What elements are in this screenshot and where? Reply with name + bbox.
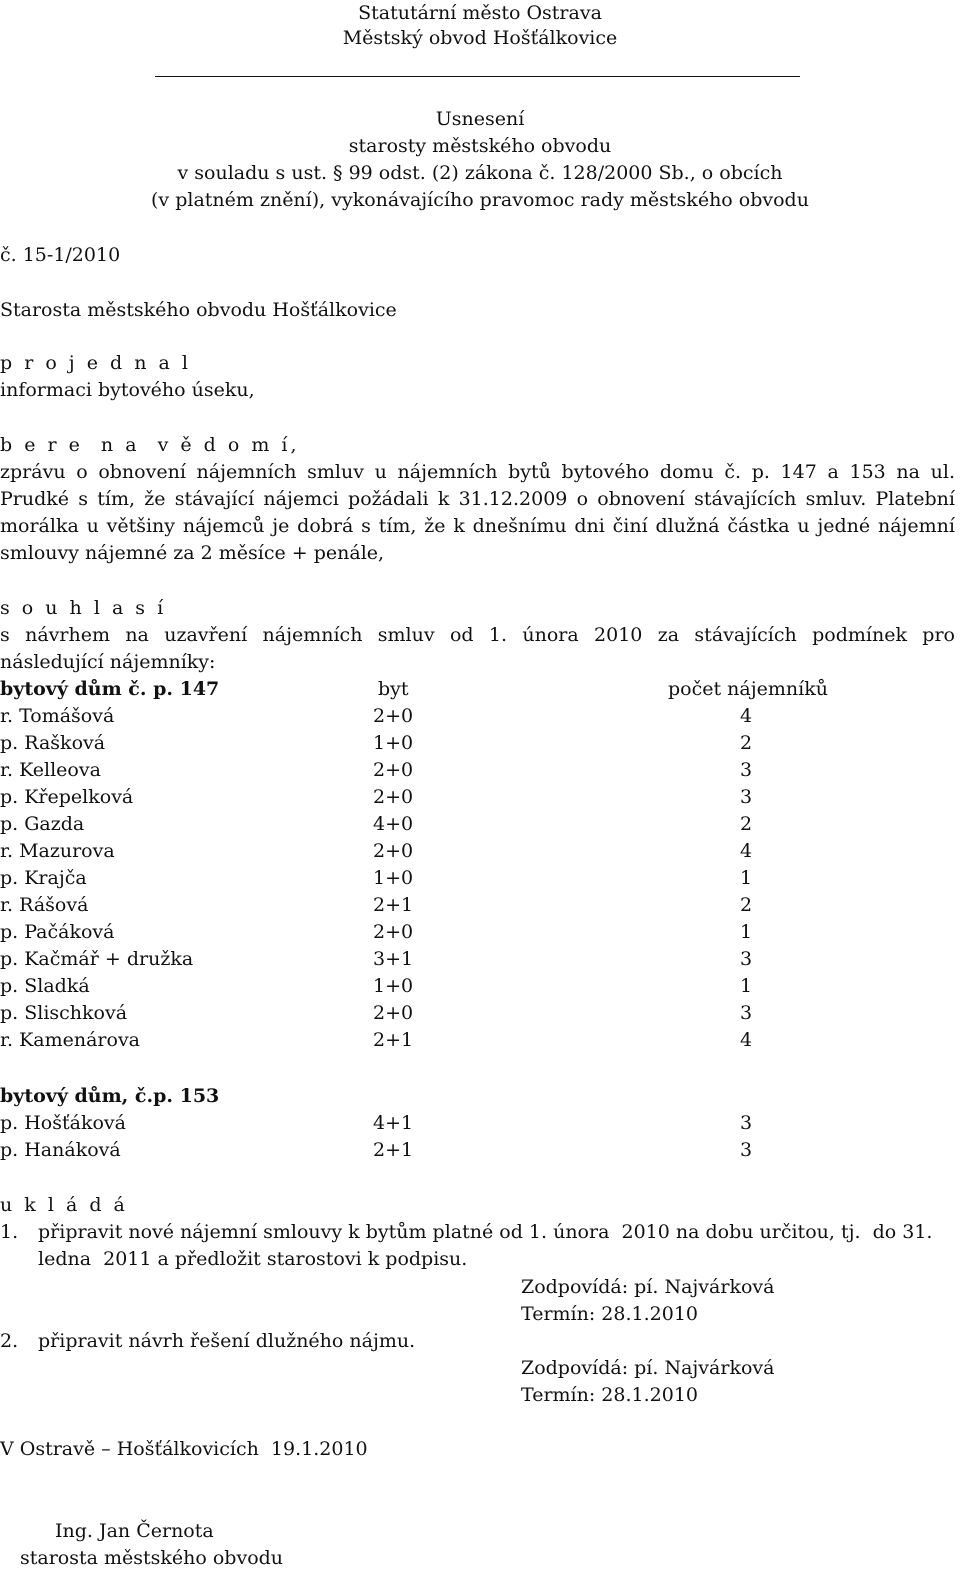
table-row [0, 838, 960, 865]
bere-heading: b e r e n a v ě d o m í, [0, 434, 300, 456]
tenant-name: p. Pačáková [0, 921, 115, 943]
house-153-heading: bytový dům, č.p. 153 [0, 1085, 220, 1107]
header-district: Městský obvod Hošťálkovice [342, 27, 618, 49]
tenant-count: 3 [740, 759, 753, 781]
tenant-count: 1 [740, 975, 753, 997]
tenant-name: p. Hanáková [0, 1139, 121, 1161]
tenant-table-header [0, 676, 960, 703]
projednal-heading: p r o j e d n a l [0, 352, 191, 374]
tenant-flat: 3+1 [373, 948, 414, 970]
bere-line-2: Prudké s tím, že stávající nájemci požádali k 31.12.2009 o obnovení stávajících smluv. Platební [0, 488, 955, 510]
tenant-name: r. Rášová [0, 894, 89, 916]
title-law: v souladu s ust. § 99 odst. (2) zákona č. 128/2000 Sb., o obcích [177, 162, 783, 184]
tenant-count: 2 [740, 894, 753, 916]
tenant-count: 3 [740, 1112, 753, 1134]
table-row [0, 811, 960, 838]
tenant-count: 2 [740, 813, 753, 835]
tenant-name: r. Kamenárova [0, 1029, 141, 1051]
tenant-name: r. Tomášová [0, 705, 115, 727]
table-row [0, 865, 960, 892]
tenant-flat: 2+0 [373, 705, 414, 727]
task-1-deadline: Termín: 28.1.2010 [521, 1303, 698, 1325]
tenant-flat: 2+0 [373, 921, 414, 943]
title-usneseni: Usnesení [435, 108, 525, 130]
tenant-count: 4 [740, 1029, 753, 1051]
table-row [0, 1110, 960, 1137]
table-row [0, 1137, 960, 1164]
tenant-name: p. Krajča [0, 867, 87, 889]
bere-line-3: morálka u většiny nájemců je dobrá s tím, že k dnešnímu dni činí dlužná částka u jedné nájemní [0, 515, 955, 537]
tenant-flat: 1+0 [373, 867, 414, 889]
tenant-count: 3 [740, 948, 753, 970]
tenant-name: p. Slischková [0, 1002, 128, 1024]
bere-line-4: smlouvy nájemné za 2 měsíce + penále, [0, 542, 385, 564]
bere-line-1: zprávu o obnovení nájemních smluv u nájemních bytů bytového domu č. p. 147 a 153 na ul. [0, 461, 955, 483]
task-2-line-1: připravit návrh řešení dlužného nájmu. [38, 1330, 416, 1352]
house-147-heading: bytový dům č. p. 147 [0, 678, 220, 700]
flat-column-header: byt [378, 678, 409, 700]
task-1-number: 1. [0, 1221, 19, 1243]
tenant-count: 2 [740, 732, 753, 754]
tenant-count: 3 [740, 1139, 753, 1161]
tenant-name: p. Hošťáková [0, 1112, 126, 1134]
tenant-count: 4 [740, 840, 753, 862]
tenant-name: r. Kelleova [0, 759, 101, 781]
souhlasi-line-1: s návrhem na uzavření nájemních smluv od 1. února 2010 za stávajících podmínek pro [0, 624, 955, 646]
tenant-flat: 4+0 [373, 813, 414, 835]
table-row [0, 1027, 960, 1054]
tenant-flat: 1+0 [373, 975, 414, 997]
tenant-flat: 2+0 [373, 1002, 414, 1024]
tenant-flat: 4+1 [373, 1112, 414, 1134]
tenant-count: 1 [740, 867, 753, 889]
table-row [0, 919, 960, 946]
tenant-flat: 2+1 [373, 894, 414, 916]
table-row [0, 784, 960, 811]
issuer: Starosta městského obvodu Hošťálkovice [0, 299, 397, 321]
task-1-responsible: Zodpovídá: pí. Najvárková [521, 1276, 775, 1298]
table-row [0, 973, 960, 1000]
table-row [0, 1000, 960, 1027]
count-column-header: počet nájemníků [668, 678, 828, 700]
tenant-name: p. Rašková [0, 732, 106, 754]
tenant-name: r. Mazurova [0, 840, 115, 862]
tenant-count: 1 [740, 921, 753, 943]
table-row [0, 757, 960, 784]
tenant-name: p. Gazda [0, 813, 85, 835]
projednal-text: informaci bytového úseku, [0, 379, 255, 401]
table-row [0, 730, 960, 757]
tenant-flat: 2+0 [373, 786, 414, 808]
header-divider [155, 76, 800, 77]
signature-role: starosta městského obvodu [20, 1547, 284, 1569]
tenant-flat: 1+0 [373, 732, 414, 754]
title-starosty: starosty městského obvodu [348, 135, 612, 157]
tenant-flat: 2+0 [373, 840, 414, 862]
resolution-number: č. 15-1/2010 [0, 244, 121, 266]
task-1-line-2: ledna 2011 a předložit starostovi k podpisu. [38, 1248, 468, 1270]
tenant-flat: 2+1 [373, 1139, 414, 1161]
souhlasi-heading: s o u h l a s í [0, 597, 167, 619]
tenant-name: p. Kačmář + družka [0, 948, 194, 970]
tenant-flat: 2+1 [373, 1029, 414, 1051]
header-city: Statutární město Ostrava [358, 2, 602, 24]
title-authority: (v platném znění), vykonávajícího pravomoc rady městského obvodu [151, 189, 809, 211]
souhlasi-line-2: následující nájemníky: [0, 651, 216, 673]
tenant-count: 3 [740, 786, 753, 808]
task-2-number: 2. [0, 1330, 19, 1352]
table-row [0, 892, 960, 919]
tenant-name: p. Sladká [0, 975, 90, 997]
signature-name: Ing. Jan Černota [55, 1520, 214, 1542]
table-row [0, 946, 960, 973]
tenant-count: 3 [740, 1002, 753, 1024]
task-2-responsible: Zodpovídá: pí. Najvárková [521, 1357, 775, 1379]
place-date: V Ostravě – Hošťálkovicích 19.1.2010 [0, 1438, 368, 1460]
uklada-heading: u k l á d á [0, 1194, 128, 1216]
tenant-name: p. Křepelková [0, 786, 134, 808]
tenant-count: 4 [740, 705, 753, 727]
tenant-flat: 2+0 [373, 759, 414, 781]
table-row [0, 703, 960, 730]
task-2-deadline: Termín: 28.1.2010 [521, 1384, 698, 1406]
task-1-line-1: připravit nové nájemní smlouvy k bytům platné od 1. února 2010 na dobu určitou, tj. do 31. [38, 1221, 933, 1243]
